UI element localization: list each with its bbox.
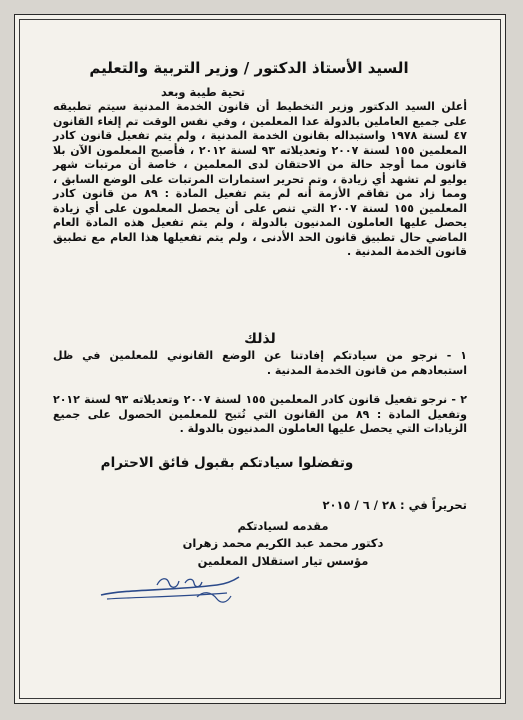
handwritten-signature [97,567,247,607]
submitted-by: مقدمه لسيادتكم [237,519,329,533]
section-heading: لذلك [244,331,276,347]
body-paragraph: أعلن السيد الدكتور وزير التخطيط أن قانون الخدمة المدنية سيتم تطبيقه على جميع العاملين بالدولة عدا المعلمين ، وفي نفس الوقت تم إلغاء القانون ٤٧ لسنة ١٩٧٨ واستبداله بقانون الخدمة المدنية ، ولم يتم تفعيل قانون كادر المعلمين ١٥٥ لسنة ٢٠٠٧ وتعديلاته ٩٣ لسنة ٢٠١٢ ، فأصبح المعلمون الآن بلا قانون مما أوجد حالة من الاحتقان لدى المعلمين ، خاصة أن مرتبات شهر يوليو لم تشهد أي زيادة ، وتم تحرير استمارات المرتبات على الوضع السابق ، ومما زاد من تفاقم الأزمة أنه لم يتم تفعيل المادة : ٨٩ من قانون كادر المعلمين ١٥٥ لسنة ٢٠٠٧ التي تنص على أن يحصل المعلمون على أي زيادة يحصل عليها العاملون المدنيون بالدولة ، ولم يتم تفعيل هذه المادة العام الماضي حال تطبيق قانون الحد الأدنى ، ولم يتم تفعيلها هذا العام مع تطبيق قانون الخدمة المدنية . [53,100,468,258]
letter-sheet [14,14,506,704]
letter-date: تحريراً في : ٢٨ / ٦ / ٢٠١٥ [322,498,467,512]
salutation: السيد الأستاذ الدكتور / وزير التربية والتعليم [89,59,409,77]
author-name: دكتور محمد عبد الكريم محمد زهران [182,536,384,550]
request-item-1: ١ - نرجو من سيادتكم إفادتنا عن الوضع القانوني للمعلمين في ظل استبعادهم من قانون الخدمة المدنية . [53,349,467,377]
greeting: تحية طيبة وبعد [160,85,246,99]
author-title: مؤسس تيار استقلال المعلمين [197,554,369,568]
closing-line: وتفضلوا سيادتكم بقبول فائق الاحترام [100,455,354,471]
request-item-2: ٢ - نرجو تفعيل قانون كادر المعلمين ١٥٥ لسنة ٢٠٠٧ وتعديلاته ٩٣ لسنة ٢٠١٢ وتفعيل المادة : ٨٩ من القانون التي تُتيح للمعلمين الحصول على جميع الزيادات التي يحصل عليها العاملون المدنيون بالدولة . [53,393,467,435]
